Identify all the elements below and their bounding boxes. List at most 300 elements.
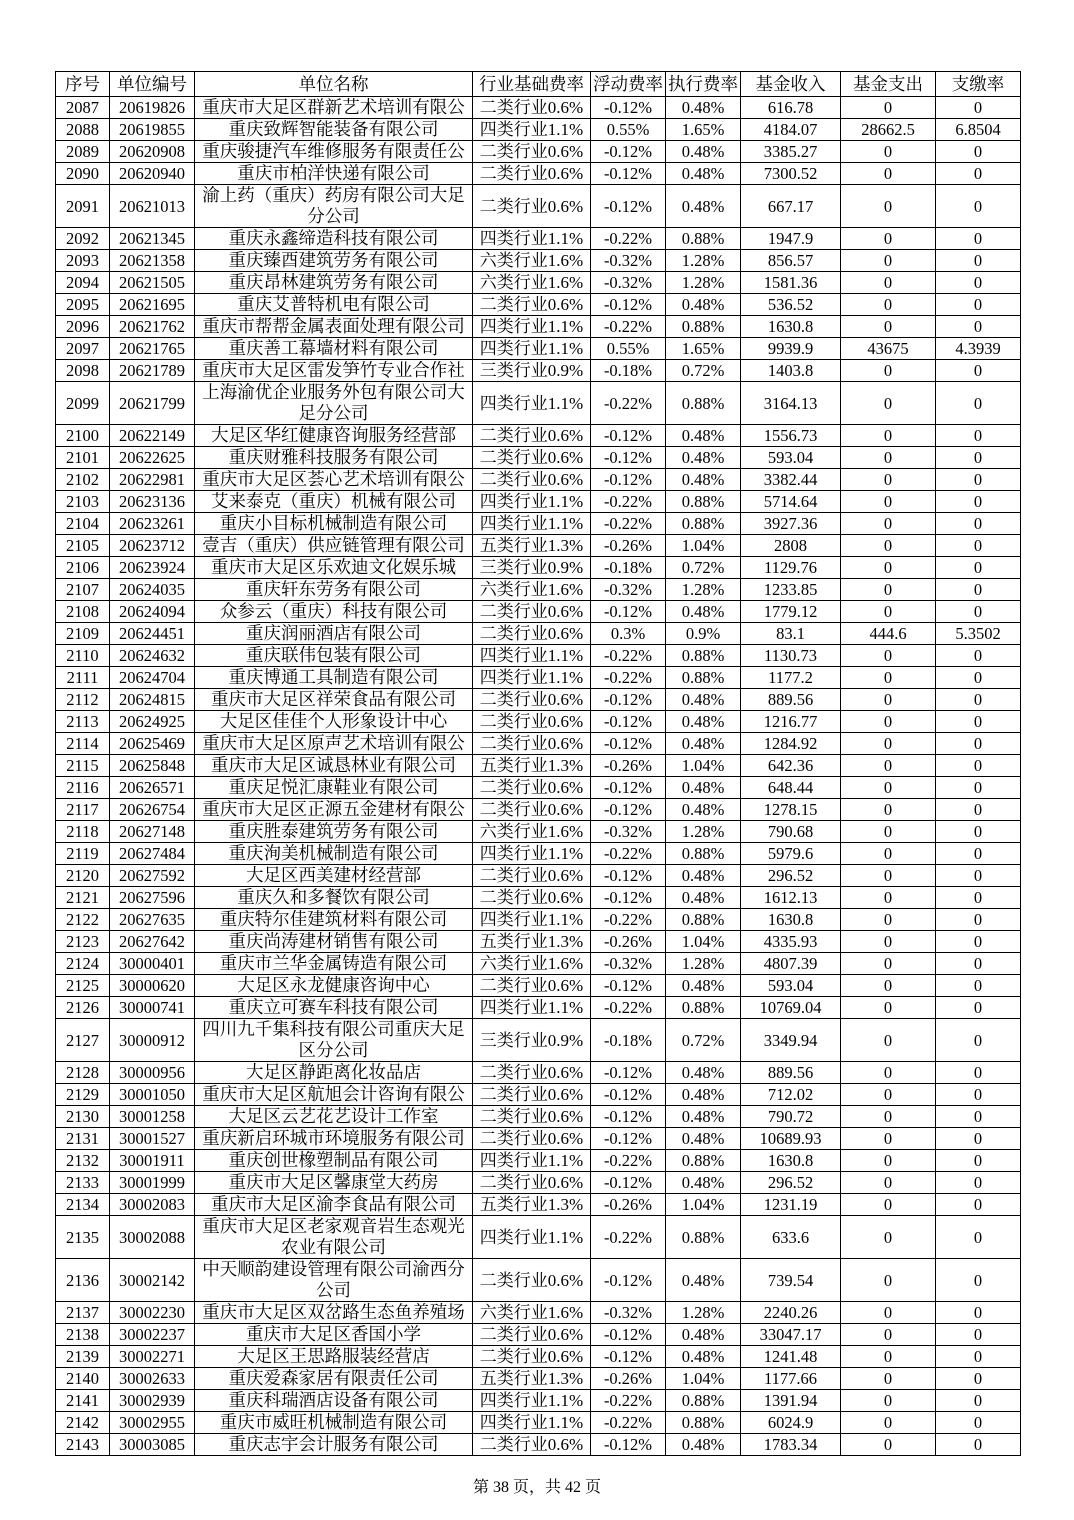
unit-code-cell: 30002271 bbox=[110, 1346, 195, 1368]
seq-cell: 2126 bbox=[56, 997, 110, 1019]
float-rate-cell: -0.12% bbox=[591, 1324, 666, 1346]
seq-cell: 2108 bbox=[56, 601, 110, 623]
table-row bbox=[56, 1259, 1021, 1302]
fund-expense-cell: 0 bbox=[841, 272, 936, 294]
unit-code-cell: 20627484 bbox=[110, 843, 195, 865]
unit-name-cell: 重庆市柏洋快递有限公司 bbox=[195, 163, 473, 185]
exec-rate-cell: 0.88% bbox=[666, 382, 741, 425]
fund-expense-cell: 0 bbox=[841, 1172, 936, 1194]
pay-ratio-cell: 0 bbox=[936, 799, 1021, 821]
pay-ratio-cell: 5.3502 bbox=[936, 623, 1021, 645]
fund-income-cell: 889.56 bbox=[741, 689, 841, 711]
table-row bbox=[56, 1106, 1021, 1128]
table-row bbox=[56, 1324, 1021, 1346]
table-row bbox=[56, 667, 1021, 689]
exec-rate-cell: 0.48% bbox=[666, 1172, 741, 1194]
pay-ratio-cell: 0 bbox=[936, 667, 1021, 689]
pay-ratio-cell: 0 bbox=[936, 250, 1021, 272]
seq-cell: 2092 bbox=[56, 228, 110, 250]
table-row bbox=[56, 1019, 1021, 1062]
unit-name-cell: 重庆足悦汇康鞋业有限公司 bbox=[195, 777, 473, 799]
float-rate-cell: -0.12% bbox=[591, 1128, 666, 1150]
unit-name-cell: 重庆小目标机械制造有限公司 bbox=[195, 513, 473, 535]
header-fund-expense: 基金支出 bbox=[841, 72, 936, 97]
pay-ratio-cell: 0 bbox=[936, 1216, 1021, 1259]
seq-cell: 2125 bbox=[56, 975, 110, 997]
header-exec-rate: 执行费率 bbox=[666, 72, 741, 97]
table-row bbox=[56, 1194, 1021, 1216]
seq-cell: 2120 bbox=[56, 865, 110, 887]
base-rate-cell: 六类行业1.6% bbox=[473, 953, 591, 975]
unit-code-cell: 30002633 bbox=[110, 1368, 195, 1390]
base-rate-cell: 四类行业1.1% bbox=[473, 491, 591, 513]
table-row bbox=[56, 557, 1021, 579]
fund-income-cell: 633.6 bbox=[741, 1216, 841, 1259]
seq-cell: 2113 bbox=[56, 711, 110, 733]
pay-ratio-cell: 0 bbox=[936, 601, 1021, 623]
base-rate-cell: 四类行业1.1% bbox=[473, 1216, 591, 1259]
base-rate-cell: 四类行业1.1% bbox=[473, 338, 591, 360]
exec-rate-cell: 0.88% bbox=[666, 843, 741, 865]
unit-code-cell: 20624704 bbox=[110, 667, 195, 689]
seq-cell: 2141 bbox=[56, 1390, 110, 1412]
base-rate-cell: 二类行业0.6% bbox=[473, 1062, 591, 1084]
base-rate-cell: 二类行业0.6% bbox=[473, 887, 591, 909]
base-rate-cell: 二类行业0.6% bbox=[473, 601, 591, 623]
seq-cell: 2100 bbox=[56, 425, 110, 447]
float-rate-cell: -0.22% bbox=[591, 1390, 666, 1412]
header-pay-ratio: 支缴率 bbox=[936, 72, 1021, 97]
base-rate-cell: 二类行业0.6% bbox=[473, 1324, 591, 1346]
pay-ratio-cell: 0 bbox=[936, 425, 1021, 447]
fund-income-cell: 1284.92 bbox=[741, 733, 841, 755]
table-row bbox=[56, 733, 1021, 755]
table-body bbox=[56, 97, 1021, 1456]
pay-ratio-cell: 0 bbox=[936, 689, 1021, 711]
header-fund-income: 基金收入 bbox=[741, 72, 841, 97]
exec-rate-cell: 1.04% bbox=[666, 1194, 741, 1216]
unit-code-cell: 20621762 bbox=[110, 316, 195, 338]
pay-ratio-cell: 0 bbox=[936, 97, 1021, 119]
fund-expense-cell: 0 bbox=[841, 1019, 936, 1062]
float-rate-cell: -0.12% bbox=[591, 975, 666, 997]
fund-expense-cell: 0 bbox=[841, 1412, 936, 1434]
seq-cell: 2128 bbox=[56, 1062, 110, 1084]
seq-cell: 2132 bbox=[56, 1150, 110, 1172]
float-rate-cell: -0.22% bbox=[591, 1412, 666, 1434]
unit-name-cell: 重庆市大足区渝李食品有限公司 bbox=[195, 1194, 473, 1216]
fund-income-cell: 3164.13 bbox=[741, 382, 841, 425]
exec-rate-cell: 0.88% bbox=[666, 1216, 741, 1259]
unit-code-cell: 20623712 bbox=[110, 535, 195, 557]
fund-expense-cell: 0 bbox=[841, 1084, 936, 1106]
fund-income-cell: 1630.8 bbox=[741, 316, 841, 338]
unit-name-cell: 重庆市大足区老家观音岩生态观光农业有限公司 bbox=[195, 1216, 473, 1259]
base-rate-cell: 五类行业1.3% bbox=[473, 535, 591, 557]
pay-ratio-cell: 0 bbox=[936, 557, 1021, 579]
unit-name-cell: 中天顺韵建设管理有限公司渝西分公司 bbox=[195, 1259, 473, 1302]
float-rate-cell: -0.18% bbox=[591, 360, 666, 382]
pay-ratio-cell: 0 bbox=[936, 163, 1021, 185]
unit-name-cell: 大足区华红健康咨询服务经营部 bbox=[195, 425, 473, 447]
table-row bbox=[56, 843, 1021, 865]
table-row bbox=[56, 689, 1021, 711]
float-rate-cell: -0.32% bbox=[591, 250, 666, 272]
seq-cell: 2096 bbox=[56, 316, 110, 338]
fund-income-cell: 1391.94 bbox=[741, 1390, 841, 1412]
seq-cell: 2107 bbox=[56, 579, 110, 601]
unit-name-cell: 壹吉（重庆）供应链管理有限公司 bbox=[195, 535, 473, 557]
fund-expense-cell: 0 bbox=[841, 909, 936, 931]
fund-income-cell: 648.44 bbox=[741, 777, 841, 799]
seq-cell: 2091 bbox=[56, 185, 110, 228]
float-rate-cell: -0.26% bbox=[591, 1194, 666, 1216]
float-rate-cell: -0.22% bbox=[591, 997, 666, 1019]
base-rate-cell: 四类行业1.1% bbox=[473, 1412, 591, 1434]
pay-ratio-cell: 0 bbox=[936, 887, 1021, 909]
fund-expense-cell: 0 bbox=[841, 185, 936, 228]
fund-income-cell: 10689.93 bbox=[741, 1128, 841, 1150]
pay-ratio-cell: 0 bbox=[936, 645, 1021, 667]
seq-cell: 2094 bbox=[56, 272, 110, 294]
unit-name-cell: 重庆博通工具制造有限公司 bbox=[195, 667, 473, 689]
pay-ratio-cell: 0 bbox=[936, 1150, 1021, 1172]
table-row bbox=[56, 821, 1021, 843]
pay-ratio-cell: 0 bbox=[936, 447, 1021, 469]
float-rate-cell: -0.12% bbox=[591, 1062, 666, 1084]
pay-ratio-cell: 0 bbox=[936, 997, 1021, 1019]
unit-code-cell: 20624632 bbox=[110, 645, 195, 667]
exec-rate-cell: 0.48% bbox=[666, 447, 741, 469]
pay-ratio-cell: 0 bbox=[936, 1128, 1021, 1150]
pay-ratio-cell: 0 bbox=[936, 469, 1021, 491]
pay-ratio-cell: 0 bbox=[936, 711, 1021, 733]
table-row bbox=[56, 469, 1021, 491]
seq-cell: 2104 bbox=[56, 513, 110, 535]
float-rate-cell: -0.12% bbox=[591, 447, 666, 469]
pay-ratio-cell: 0 bbox=[936, 931, 1021, 953]
table-row bbox=[56, 491, 1021, 513]
float-rate-cell: 0.3% bbox=[591, 623, 666, 645]
exec-rate-cell: 0.48% bbox=[666, 1062, 741, 1084]
unit-code-cell: 30001050 bbox=[110, 1084, 195, 1106]
unit-name-cell: 重庆立可赛车科技有限公司 bbox=[195, 997, 473, 1019]
fund-income-cell: 739.54 bbox=[741, 1259, 841, 1302]
table-row bbox=[56, 513, 1021, 535]
fund-income-cell: 856.57 bbox=[741, 250, 841, 272]
fund-expense-cell: 0 bbox=[841, 843, 936, 865]
float-rate-cell: -0.32% bbox=[591, 1302, 666, 1324]
fund-income-cell: 4184.07 bbox=[741, 119, 841, 141]
fund-expense-cell: 0 bbox=[841, 1259, 936, 1302]
base-rate-cell: 四类行业1.1% bbox=[473, 1390, 591, 1412]
unit-code-cell: 30002083 bbox=[110, 1194, 195, 1216]
fund-expense-cell: 0 bbox=[841, 821, 936, 843]
unit-code-cell: 20621345 bbox=[110, 228, 195, 250]
header-row bbox=[56, 72, 1021, 97]
fund-expense-cell: 0 bbox=[841, 250, 936, 272]
exec-rate-cell: 0.48% bbox=[666, 887, 741, 909]
unit-name-cell: 重庆致辉智能装备有限公司 bbox=[195, 119, 473, 141]
fund-income-cell: 83.1 bbox=[741, 623, 841, 645]
fund-expense-cell: 0 bbox=[841, 931, 936, 953]
fund-income-cell: 9939.9 bbox=[741, 338, 841, 360]
float-rate-cell: -0.26% bbox=[591, 931, 666, 953]
table-row bbox=[56, 953, 1021, 975]
unit-code-cell: 20621358 bbox=[110, 250, 195, 272]
unit-code-cell: 30003085 bbox=[110, 1434, 195, 1456]
fund-expense-cell: 0 bbox=[841, 953, 936, 975]
exec-rate-cell: 1.04% bbox=[666, 535, 741, 557]
seq-cell: 2137 bbox=[56, 1302, 110, 1324]
unit-name-cell: 重庆市威旺机械制造有限公司 bbox=[195, 1412, 473, 1434]
table-row bbox=[56, 1368, 1021, 1390]
exec-rate-cell: 1.28% bbox=[666, 272, 741, 294]
fund-income-cell: 3349.94 bbox=[741, 1019, 841, 1062]
table-row bbox=[56, 909, 1021, 931]
table-row bbox=[56, 579, 1021, 601]
fund-income-cell: 296.52 bbox=[741, 865, 841, 887]
seq-cell: 2109 bbox=[56, 623, 110, 645]
float-rate-cell: -0.12% bbox=[591, 887, 666, 909]
table-row bbox=[56, 250, 1021, 272]
seq-cell: 2122 bbox=[56, 909, 110, 931]
float-rate-cell: -0.12% bbox=[591, 601, 666, 623]
unit-name-cell: 四川九千集科技有限公司重庆大足区分公司 bbox=[195, 1019, 473, 1062]
pay-ratio-cell: 0 bbox=[936, 755, 1021, 777]
exec-rate-cell: 0.72% bbox=[666, 557, 741, 579]
table-row bbox=[56, 1302, 1021, 1324]
unit-code-cell: 20626571 bbox=[110, 777, 195, 799]
unit-name-cell: 重庆市大足区荟心艺术培训有限公 bbox=[195, 469, 473, 491]
fund-expense-cell: 0 bbox=[841, 557, 936, 579]
unit-code-cell: 20619826 bbox=[110, 97, 195, 119]
fund-expense-cell: 0 bbox=[841, 1434, 936, 1456]
pay-ratio-cell: 0 bbox=[936, 382, 1021, 425]
fund-income-cell: 712.02 bbox=[741, 1084, 841, 1106]
float-rate-cell: -0.12% bbox=[591, 777, 666, 799]
pay-ratio-cell: 0 bbox=[936, 1434, 1021, 1456]
unit-code-cell: 30000620 bbox=[110, 975, 195, 997]
fund-expense-cell: 0 bbox=[841, 425, 936, 447]
table-row bbox=[56, 447, 1021, 469]
float-rate-cell: -0.22% bbox=[591, 667, 666, 689]
fund-expense-cell: 0 bbox=[841, 755, 936, 777]
unit-code-cell: 20622149 bbox=[110, 425, 195, 447]
seq-cell: 2089 bbox=[56, 141, 110, 163]
unit-code-cell: 20621013 bbox=[110, 185, 195, 228]
exec-rate-cell: 0.88% bbox=[666, 667, 741, 689]
unit-code-cell: 20627635 bbox=[110, 909, 195, 931]
unit-code-cell: 20624094 bbox=[110, 601, 195, 623]
table-row bbox=[56, 228, 1021, 250]
float-rate-cell: -0.22% bbox=[591, 843, 666, 865]
base-rate-cell: 二类行业0.6% bbox=[473, 1084, 591, 1106]
fund-expense-cell: 0 bbox=[841, 667, 936, 689]
table-row bbox=[56, 97, 1021, 119]
exec-rate-cell: 1.28% bbox=[666, 953, 741, 975]
fund-expense-cell: 0 bbox=[841, 579, 936, 601]
fund-income-cell: 790.72 bbox=[741, 1106, 841, 1128]
float-rate-cell: -0.12% bbox=[591, 141, 666, 163]
seq-cell: 2127 bbox=[56, 1019, 110, 1062]
unit-code-cell: 20627148 bbox=[110, 821, 195, 843]
exec-rate-cell: 0.48% bbox=[666, 1324, 741, 1346]
seq-cell: 2105 bbox=[56, 535, 110, 557]
unit-name-cell: 重庆昂林建筑劳务有限公司 bbox=[195, 272, 473, 294]
base-rate-cell: 二类行业0.6% bbox=[473, 1172, 591, 1194]
float-rate-cell: 0.55% bbox=[591, 119, 666, 141]
pay-ratio-cell: 0 bbox=[936, 1194, 1021, 1216]
fund-table bbox=[55, 71, 1021, 1456]
table-row bbox=[56, 294, 1021, 316]
base-rate-cell: 二类行业0.6% bbox=[473, 141, 591, 163]
pay-ratio-cell: 0 bbox=[936, 1324, 1021, 1346]
pay-ratio-cell: 0 bbox=[936, 535, 1021, 557]
seq-cell: 2095 bbox=[56, 294, 110, 316]
table-row bbox=[56, 799, 1021, 821]
fund-expense-cell: 0 bbox=[841, 360, 936, 382]
pay-ratio-cell: 0 bbox=[936, 1346, 1021, 1368]
fund-expense-cell: 0 bbox=[841, 228, 936, 250]
float-rate-cell: -0.12% bbox=[591, 97, 666, 119]
pay-ratio-cell: 0 bbox=[936, 228, 1021, 250]
seq-cell: 2112 bbox=[56, 689, 110, 711]
seq-cell: 2133 bbox=[56, 1172, 110, 1194]
fund-income-cell: 2240.26 bbox=[741, 1302, 841, 1324]
fund-expense-cell: 0 bbox=[841, 733, 936, 755]
exec-rate-cell: 1.28% bbox=[666, 821, 741, 843]
fund-expense-cell: 0 bbox=[841, 1194, 936, 1216]
exec-rate-cell: 0.48% bbox=[666, 689, 741, 711]
seq-cell: 2090 bbox=[56, 163, 110, 185]
exec-rate-cell: 0.48% bbox=[666, 185, 741, 228]
unit-code-cell: 30002955 bbox=[110, 1412, 195, 1434]
float-rate-cell: -0.18% bbox=[591, 557, 666, 579]
fund-expense-cell: 0 bbox=[841, 865, 936, 887]
float-rate-cell: -0.22% bbox=[591, 1216, 666, 1259]
unit-name-cell: 重庆润丽酒店有限公司 bbox=[195, 623, 473, 645]
seq-cell: 2103 bbox=[56, 491, 110, 513]
fund-income-cell: 1556.73 bbox=[741, 425, 841, 447]
fund-expense-cell: 0 bbox=[841, 491, 936, 513]
table-row bbox=[56, 163, 1021, 185]
fund-income-cell: 1612.13 bbox=[741, 887, 841, 909]
fund-income-cell: 6024.9 bbox=[741, 1412, 841, 1434]
base-rate-cell: 四类行业1.1% bbox=[473, 1150, 591, 1172]
header-unit-name: 单位名称 bbox=[195, 72, 473, 97]
unit-name-cell: 重庆市大足区香国小学 bbox=[195, 1324, 473, 1346]
exec-rate-cell: 0.48% bbox=[666, 1346, 741, 1368]
base-rate-cell: 四类行业1.1% bbox=[473, 513, 591, 535]
base-rate-cell: 二类行业0.6% bbox=[473, 865, 591, 887]
fund-income-cell: 1779.12 bbox=[741, 601, 841, 623]
unit-code-cell: 20622625 bbox=[110, 447, 195, 469]
fund-income-cell: 1947.9 bbox=[741, 228, 841, 250]
unit-code-cell: 20626754 bbox=[110, 799, 195, 821]
table-row bbox=[56, 623, 1021, 645]
table-row bbox=[56, 141, 1021, 163]
base-rate-cell: 四类行业1.1% bbox=[473, 843, 591, 865]
unit-code-cell: 30002237 bbox=[110, 1324, 195, 1346]
fund-expense-cell: 0 bbox=[841, 97, 936, 119]
unit-name-cell: 重庆市兰华金属铸造有限公司 bbox=[195, 953, 473, 975]
fund-expense-cell: 0 bbox=[841, 141, 936, 163]
fund-income-cell: 593.04 bbox=[741, 447, 841, 469]
seq-cell: 2130 bbox=[56, 1106, 110, 1128]
unit-code-cell: 30002142 bbox=[110, 1259, 195, 1302]
unit-name-cell: 重庆市大足区双岔路生态鱼养殖场 bbox=[195, 1302, 473, 1324]
float-rate-cell: -0.12% bbox=[591, 711, 666, 733]
float-rate-cell: -0.22% bbox=[591, 382, 666, 425]
base-rate-cell: 四类行业1.1% bbox=[473, 382, 591, 425]
fund-income-cell: 1581.36 bbox=[741, 272, 841, 294]
pay-ratio-cell: 0 bbox=[936, 1302, 1021, 1324]
exec-rate-cell: 0.88% bbox=[666, 645, 741, 667]
table-row bbox=[56, 1390, 1021, 1412]
seq-cell: 2131 bbox=[56, 1128, 110, 1150]
seq-cell: 2139 bbox=[56, 1346, 110, 1368]
unit-name-cell: 重庆创世橡塑制品有限公司 bbox=[195, 1150, 473, 1172]
float-rate-cell: -0.12% bbox=[591, 1259, 666, 1302]
fund-income-cell: 3385.27 bbox=[741, 141, 841, 163]
pay-ratio-cell: 0 bbox=[936, 1084, 1021, 1106]
base-rate-cell: 二类行业0.6% bbox=[473, 623, 591, 645]
float-rate-cell: -0.12% bbox=[591, 425, 666, 447]
float-rate-cell: -0.32% bbox=[591, 821, 666, 843]
unit-name-cell: 大足区佳佳个人形象设计中心 bbox=[195, 711, 473, 733]
seq-cell: 2088 bbox=[56, 119, 110, 141]
unit-code-cell: 30002230 bbox=[110, 1302, 195, 1324]
fund-expense-cell: 444.6 bbox=[841, 623, 936, 645]
unit-name-cell: 重庆科瑞酒店设备有限公司 bbox=[195, 1390, 473, 1412]
fund-expense-cell: 0 bbox=[841, 1128, 936, 1150]
table-row bbox=[56, 535, 1021, 557]
base-rate-cell: 四类行业1.1% bbox=[473, 667, 591, 689]
seq-cell: 2097 bbox=[56, 338, 110, 360]
unit-name-cell: 重庆市大足区原声艺术培训有限公 bbox=[195, 733, 473, 755]
fund-expense-cell: 0 bbox=[841, 1062, 936, 1084]
pay-ratio-cell: 0 bbox=[936, 141, 1021, 163]
unit-code-cell: 20620908 bbox=[110, 141, 195, 163]
unit-name-cell: 大足区云艺花艺设计工作室 bbox=[195, 1106, 473, 1128]
exec-rate-cell: 0.88% bbox=[666, 997, 741, 1019]
seq-cell: 2135 bbox=[56, 1216, 110, 1259]
base-rate-cell: 四类行业1.1% bbox=[473, 997, 591, 1019]
pay-ratio-cell: 0 bbox=[936, 294, 1021, 316]
unit-code-cell: 20621505 bbox=[110, 272, 195, 294]
table-row bbox=[56, 119, 1021, 141]
unit-name-cell: 大足区西美建材经营部 bbox=[195, 865, 473, 887]
table-row bbox=[56, 1084, 1021, 1106]
float-rate-cell: -0.22% bbox=[591, 645, 666, 667]
header-float-rate: 浮动费率 bbox=[591, 72, 666, 97]
exec-rate-cell: 0.72% bbox=[666, 1019, 741, 1062]
exec-rate-cell: 0.9% bbox=[666, 623, 741, 645]
unit-name-cell: 重庆联伟包装有限公司 bbox=[195, 645, 473, 667]
base-rate-cell: 五类行业1.3% bbox=[473, 931, 591, 953]
exec-rate-cell: 0.48% bbox=[666, 1084, 741, 1106]
unit-name-cell: 重庆胜泰建筑劳务有限公司 bbox=[195, 821, 473, 843]
seq-cell: 2110 bbox=[56, 645, 110, 667]
fund-income-cell: 3927.36 bbox=[741, 513, 841, 535]
base-rate-cell: 五类行业1.3% bbox=[473, 1368, 591, 1390]
unit-name-cell: 重庆骏捷汽车维修服务有限责任公 bbox=[195, 141, 473, 163]
page-footer: 第 38 页，共 42 页 bbox=[472, 1479, 601, 1496]
pay-ratio-cell: 0 bbox=[936, 1259, 1021, 1302]
fund-expense-cell: 43675 bbox=[841, 338, 936, 360]
unit-name-cell: 重庆新启环城市环境服务有限公司 bbox=[195, 1128, 473, 1150]
